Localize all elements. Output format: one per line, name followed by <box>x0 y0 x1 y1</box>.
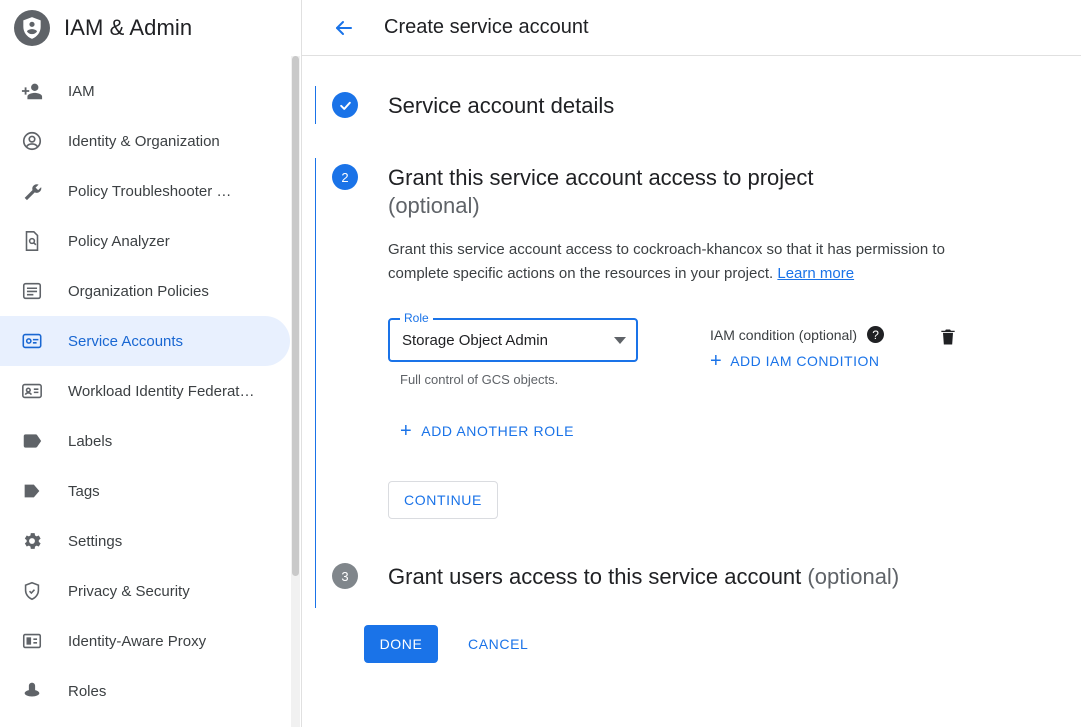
continue-button[interactable]: CONTINUE <box>388 481 498 519</box>
add-iam-condition-button[interactable] <box>710 350 884 372</box>
role-help-text: Full control of GCS objects. <box>400 372 559 387</box>
sidebar-item-label: Identity & Organization <box>68 132 220 150</box>
sidebar-item-label: Labels <box>68 432 113 450</box>
sidebar-item-tags[interactable] <box>0 466 290 516</box>
sidebar <box>0 0 302 727</box>
step2-optional-text: (optional) <box>388 193 480 218</box>
step1-title: Service account details <box>388 93 615 118</box>
step3-title-text: Grant users access to this service account <box>388 564 802 589</box>
main-panel <box>302 0 1081 727</box>
sidebar-item-policy-analyzer[interactable] <box>0 216 290 266</box>
account-key-icon <box>20 329 44 353</box>
footer-actions <box>364 625 1081 663</box>
page-title: IAM & Admin <box>64 15 193 40</box>
step2-title-text: Grant this service account access to project <box>388 165 814 190</box>
tag-icon <box>20 479 44 503</box>
gear-icon <box>20 529 44 553</box>
plus-icon: + <box>400 420 413 442</box>
step-grant-project-access <box>332 164 1081 519</box>
step-connector-2 <box>315 158 316 608</box>
sidebar-item-privacy-security[interactable] <box>0 566 290 616</box>
id-card-icon <box>20 379 44 403</box>
chevron-down-icon[interactable] <box>614 337 626 344</box>
sidebar-item-policy-troubleshooter[interactable] <box>0 166 290 216</box>
sidebar-item-roles[interactable] <box>0 666 290 716</box>
iam-condition-label: IAM condition (optional) <box>710 326 858 343</box>
sidebar-header <box>0 0 301 56</box>
step2-badge: 2 <box>332 164 358 190</box>
account-circle-icon <box>20 129 44 153</box>
step2-title <box>388 164 1081 220</box>
sidebar-item-service-accounts[interactable] <box>0 316 290 366</box>
add-another-role-label: ADD ANOTHER ROLE <box>421 423 575 439</box>
step1-badge <box>332 92 358 118</box>
role-row <box>388 311 1081 387</box>
list-icon <box>20 279 44 303</box>
document-search-icon <box>20 229 44 253</box>
add-another-role-button[interactable] <box>400 420 575 442</box>
learn-more-link[interactable]: Learn more <box>777 265 855 282</box>
sidebar-item-label: Identity-Aware Proxy <box>68 632 207 650</box>
add-iam-condition-label: ADD IAM CONDITION <box>730 353 880 369</box>
sidebar-nav <box>0 56 301 716</box>
sidebar-item-label: Tags <box>68 482 100 500</box>
step3-optional-text: (optional) <box>807 564 900 589</box>
sidebar-item-identity-aware-proxy[interactable] <box>0 616 290 666</box>
label-icon <box>20 429 44 453</box>
proxy-icon <box>20 629 44 653</box>
role-selected-value: Storage Object Admin <box>402 331 548 349</box>
step3-title <box>388 563 1081 591</box>
main-title: Create service account <box>384 16 589 38</box>
iam-condition-label-row <box>710 326 884 343</box>
sidebar-item-label: Roles <box>68 682 107 700</box>
sidebar-item-iam[interactable] <box>0 66 290 116</box>
sidebar-item-label: Settings <box>68 532 123 550</box>
sidebar-item-label: Policy Troubleshooter … <box>68 182 232 200</box>
step2-description-text: Grant this service account access to cockroach-khancox so that it has permission to complete specific actions on the resources in your project. <box>388 241 945 282</box>
sidebar-item-label: Workload Identity Federat… <box>68 382 255 400</box>
hat-icon <box>20 679 44 703</box>
step3-badge: 3 <box>332 563 358 589</box>
sidebar-item-label: Privacy & Security <box>68 582 190 600</box>
main-header <box>302 0 1081 56</box>
sidebar-item-label: Organization Policies <box>68 282 209 300</box>
help-icon[interactable]: ? <box>867 326 884 343</box>
sidebar-item-label: Service Accounts <box>68 332 184 350</box>
sidebar-item-labels[interactable] <box>0 416 290 466</box>
sidebar-item-label: Policy Analyzer <box>68 232 170 250</box>
role-select[interactable] <box>388 311 638 362</box>
iam-condition-block <box>710 318 884 372</box>
step2-description <box>388 238 988 286</box>
wrench-icon <box>20 179 44 203</box>
step-connector-1 <box>315 86 316 124</box>
role-legend: Role <box>400 311 433 325</box>
person-add-icon <box>20 79 44 103</box>
sidebar-scrollbar-thumb[interactable] <box>292 56 299 576</box>
sidebar-scrollbar[interactable] <box>291 56 300 727</box>
cancel-button[interactable]: CANCEL <box>456 625 540 663</box>
plus-icon: + <box>710 350 723 372</box>
wizard-content <box>302 56 1081 663</box>
sidebar-item-organization-policies[interactable] <box>0 266 290 316</box>
sidebar-item-identity-organization[interactable] <box>0 116 290 166</box>
step-service-account-details[interactable] <box>332 92 1081 120</box>
sidebar-item-label: IAM <box>68 82 95 100</box>
trash-icon[interactable] <box>938 318 958 353</box>
shield-person-icon <box>14 10 50 46</box>
arrow-left-icon[interactable] <box>332 16 356 40</box>
sidebar-item-settings[interactable] <box>0 516 290 566</box>
step-grant-user-access[interactable] <box>332 563 1081 591</box>
sidebar-item-workload-identity-federation[interactable] <box>0 366 290 416</box>
shield-icon <box>20 579 44 603</box>
done-button[interactable]: DONE <box>364 625 438 663</box>
